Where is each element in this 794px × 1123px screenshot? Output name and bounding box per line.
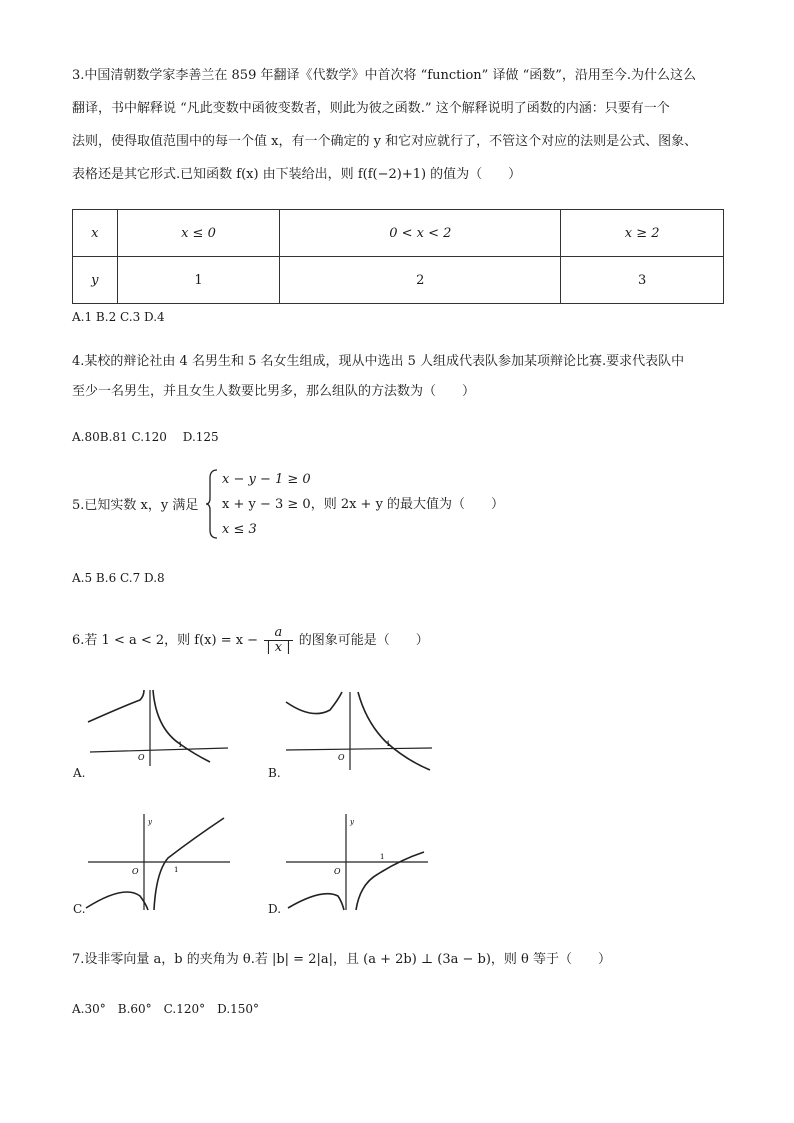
q4-options: A.80B.81 C.120 D.125 xyxy=(72,430,219,444)
table-cell: x ≥ 2 xyxy=(561,210,724,257)
graph-c xyxy=(84,812,234,912)
table-cell: 3 xyxy=(561,257,724,304)
table-row xyxy=(73,210,724,257)
q4-line2: 至少一名男生，并且女生人数要比男多，那么组队的方法数为（ ） xyxy=(72,384,476,399)
fraction-numerator: a xyxy=(264,626,292,641)
origin-label: O xyxy=(338,753,345,762)
y-axis-label: y xyxy=(350,818,354,826)
left-brace-icon xyxy=(205,468,219,540)
table-row xyxy=(73,257,724,304)
q6-stem xyxy=(72,626,429,655)
q6-prefix: 6.若 1 < a < 2，则 f(x) = x − xyxy=(72,633,259,648)
origin-label: O xyxy=(132,867,139,876)
q5-cond3: x ≤ 3 xyxy=(222,522,257,537)
q5-cond2: x + y − 3 ≥ 0，则 2x + y 的最大值为（ ） xyxy=(222,497,505,512)
one-label: 1 xyxy=(174,866,179,874)
graph-d xyxy=(282,812,432,912)
one-label: 1 xyxy=(380,853,385,861)
q3-line4: 表格还是其它形式.已知函数 f(x) 由下装给出，则 f(f(−2)+1) 的值为（ ） xyxy=(72,167,522,182)
q3-line2: 翻译，书中解释说 “凡此变数中函彼变数者，则此为彼之函数.” 这个解释说明了函数的内涵：只要有一个 xyxy=(72,101,670,116)
q5-prefix: 5.已知实数 x，y 满足 xyxy=(72,498,199,513)
fraction xyxy=(264,626,292,655)
q3-line1: 3.中国清朝数学家李善兰在 859 年翻译《代数学》中首次将 “function” 译做 “函数”，沿用至今.为什么这么 xyxy=(72,68,697,83)
table-cell: 1 xyxy=(117,257,280,304)
q5-options: A.5 B.6 C.7 D.8 xyxy=(72,571,165,585)
option-d-label: D. xyxy=(268,902,282,916)
one-label: 1 xyxy=(386,740,391,748)
table-cell: y xyxy=(73,257,118,304)
table-cell: x xyxy=(73,210,118,257)
q5-cond1: x − y − 1 ≥ 0 xyxy=(222,472,311,487)
q7-options: A.30° B.60° C.120° D.150° xyxy=(72,1002,260,1016)
q4-line1: 4.某校的辩论社由 4 名男生和 5 名女生组成，现从中选出 5 人组成代表队参加某项辩论比赛.要求代表队中 xyxy=(72,354,685,369)
origin-label: O xyxy=(138,753,145,762)
y-axis-label: y xyxy=(148,818,152,826)
graph-a xyxy=(84,688,234,768)
option-c-label: C. xyxy=(73,902,86,916)
fraction-denominator: | x | xyxy=(266,640,291,655)
q3-line3: 法则，使得取值范围中的每一个值 x，有一个确定的 y 和它对应就行了，不管这个对应的法则是公式、图象、 xyxy=(72,134,698,149)
q3-options: A.1 B.2 C.3 D.4 xyxy=(72,310,165,324)
table-cell: 2 xyxy=(280,257,561,304)
origin-label: O xyxy=(334,867,341,876)
option-b-label: B. xyxy=(268,766,281,780)
function-table xyxy=(72,209,724,304)
graph-b xyxy=(282,690,436,772)
table-cell: 0 < x < 2 xyxy=(280,210,561,257)
q7-line: 7.设非零向量 a，b 的夹角为 θ.若 |b| = 2|a|，且 (a + 2b) ⊥ (3a − b)，则 θ 等于（ ） xyxy=(72,952,611,967)
one-label: 1 xyxy=(178,741,183,749)
option-a-label: A. xyxy=(73,766,86,780)
table-cell: x ≤ 0 xyxy=(117,210,280,257)
q6-suffix: 的图象可能是（ ） xyxy=(298,633,429,648)
